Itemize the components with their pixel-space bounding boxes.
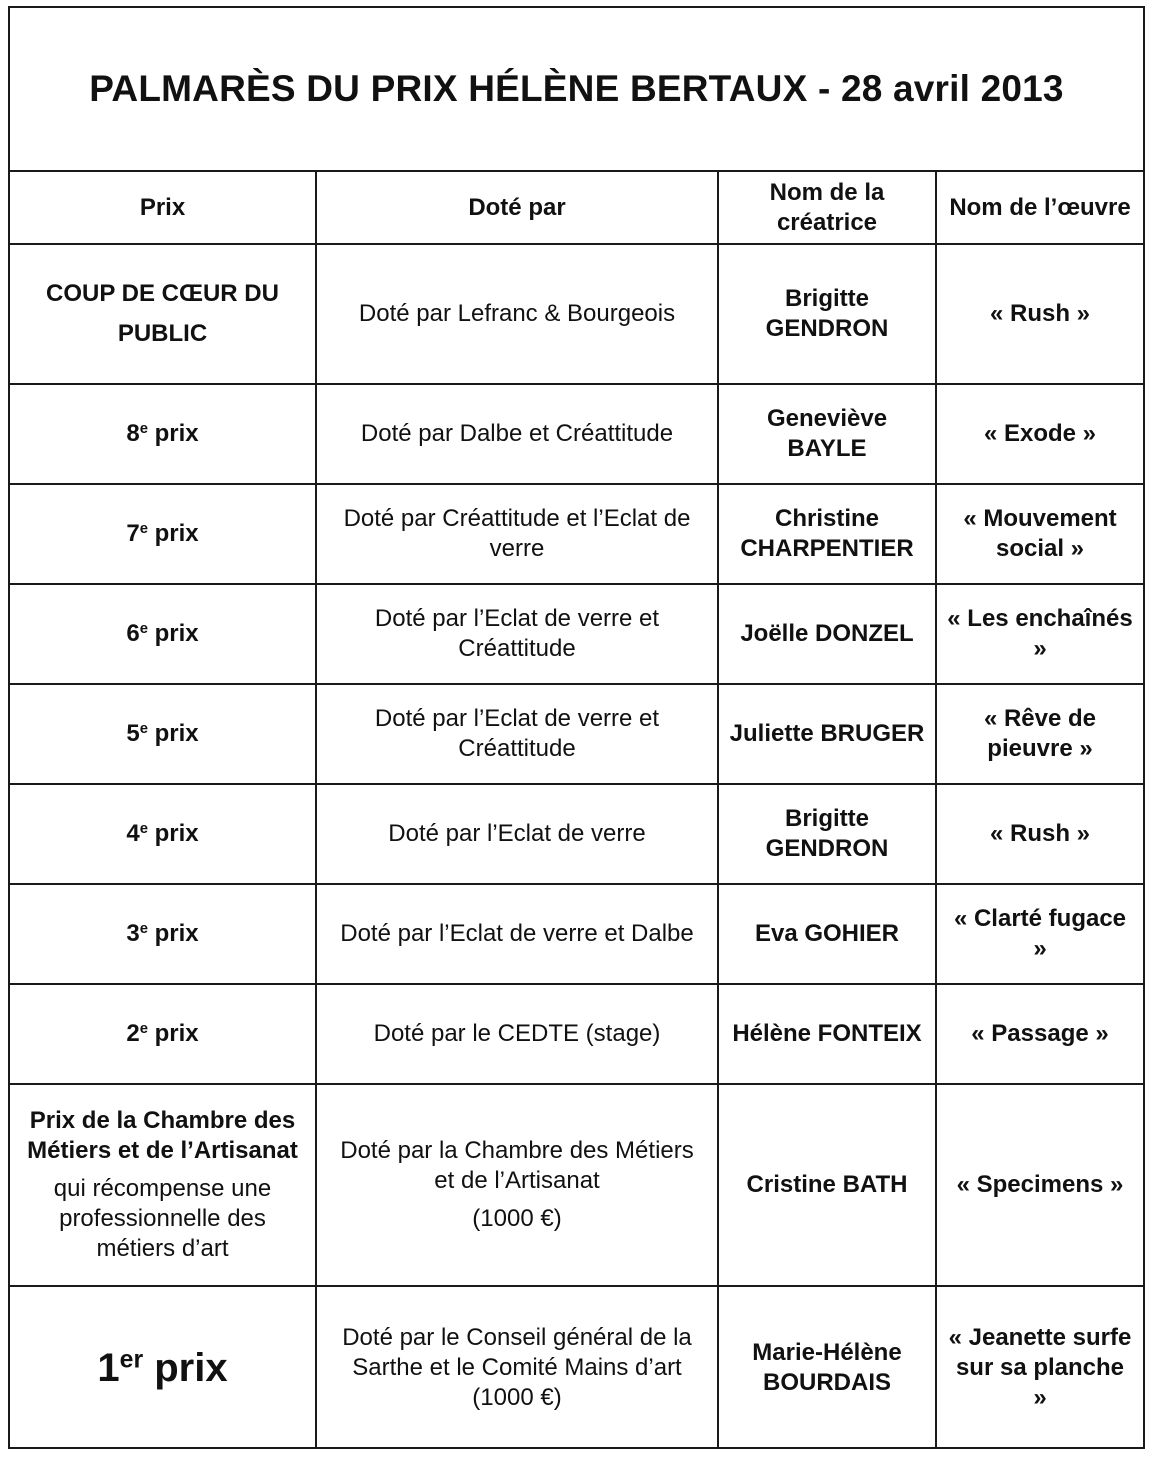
table-row: [10, 1286, 1143, 1449]
prix-number: 4: [126, 820, 140, 847]
oeuvre-cell: « Exode »: [936, 384, 1143, 484]
prix-number: 8: [126, 420, 140, 447]
prix-ordinal: e: [139, 720, 148, 737]
prix-word: prix: [154, 420, 199, 447]
table-header-row: [10, 172, 1143, 244]
header-oeuvre: Nom de l’œuvre: [936, 172, 1143, 244]
creatrice-cell: Brigitte GENDRON: [718, 244, 936, 384]
oeuvre-cell: « Clarté fugace »: [936, 884, 1143, 984]
creatrice-cell: Juliette BRUGER: [718, 684, 936, 784]
page-title: PALMARÈS DU PRIX HÉLÈNE BERTAUX - 28 avril 2013: [10, 8, 1143, 172]
prix-ordinal: er: [119, 1346, 144, 1374]
dote-cell: Doté par l’Eclat de verre et Créattitude: [316, 684, 718, 784]
prix-number: 7: [126, 520, 140, 547]
oeuvre-cell: « Rush »: [936, 784, 1143, 884]
creatrice-cell: Eva GOHIER: [718, 884, 936, 984]
oeuvre-cell: « Specimens »: [936, 1084, 1143, 1286]
creatrice-cell: Marie-Hélène BOURDAIS: [718, 1286, 936, 1449]
table-row: [10, 784, 1143, 884]
oeuvre-cell: « Jeanette surfe sur sa planche »: [936, 1286, 1143, 1449]
prix-ordinal: e: [139, 920, 148, 937]
table-row: [10, 484, 1143, 584]
prix-cell: [10, 1084, 316, 1286]
prix-ordinal: e: [139, 620, 148, 637]
table-row: [10, 384, 1143, 484]
oeuvre-cell: « Mouvement social »: [936, 484, 1143, 584]
prix-number: 3: [126, 920, 140, 947]
prix-word: prix: [154, 520, 199, 547]
dote-cell: Doté par le Conseil général de la Sarthe et le Comité Mains d’art (1000 €): [316, 1286, 718, 1449]
prix-cell: [10, 784, 316, 884]
header-dote-par: Doté par: [316, 172, 718, 244]
prix-ordinal: e: [139, 820, 148, 837]
table-row: [10, 1084, 1143, 1286]
prix-cell: COUP DE CŒUR DU PUBLIC: [10, 244, 316, 384]
oeuvre-cell: « Les enchaînés »: [936, 584, 1143, 684]
prix-cell: [10, 684, 316, 784]
prix-word: prix: [154, 1020, 199, 1047]
table-row: [10, 584, 1143, 684]
table-row: [10, 884, 1143, 984]
table-row: [10, 984, 1143, 1084]
prix-cell: [10, 584, 316, 684]
dote-cell: Doté par Créattitude et l’Eclat de verre: [316, 484, 718, 584]
dote-text: Doté par la Chambre des Métiers et de l’Artisanat: [340, 1137, 694, 1194]
prix-word: prix: [154, 720, 199, 747]
prix-ordinal: e: [139, 520, 148, 537]
prix-ordinal: e: [139, 420, 148, 437]
prix-word: prix: [154, 620, 199, 647]
prix-description: qui récompense une professionnelle des métiers d’art: [53, 1175, 272, 1262]
prix-word: prix: [154, 920, 199, 947]
creatrice-cell: Hélène FONTEIX: [718, 984, 936, 1084]
prix-title: Prix de la Chambre des Métiers et de l’Artisanat: [27, 1107, 298, 1164]
dote-cell: Doté par l’Eclat de verre et Créattitude: [316, 584, 718, 684]
dote-amount: (1000 €): [472, 1205, 562, 1232]
creatrice-cell: Geneviève BAYLE: [718, 384, 936, 484]
prix-number: 5: [126, 720, 140, 747]
prix-number: 2: [126, 1020, 140, 1047]
prix-word: prix: [154, 1346, 228, 1390]
creatrice-cell: Christine CHARPENTIER: [718, 484, 936, 584]
prix-ordinal: e: [139, 1020, 148, 1037]
dote-cell: Doté par Lefranc & Bourgeois: [316, 244, 718, 384]
creatrice-cell: Joëlle DONZEL: [718, 584, 936, 684]
creatrice-cell: Cristine BATH: [718, 1084, 936, 1286]
header-prix: Prix: [10, 172, 316, 244]
prix-cell: [10, 484, 316, 584]
dote-cell: Doté par le CEDTE (stage): [316, 984, 718, 1084]
table-row: [10, 684, 1143, 784]
prix-cell: [10, 1286, 316, 1449]
prix-cell: [10, 884, 316, 984]
dote-cell: Doté par l’Eclat de verre et Dalbe: [316, 884, 718, 984]
header-creatrice: Nom de la créatrice: [718, 172, 936, 244]
oeuvre-cell: « Rush »: [936, 244, 1143, 384]
dote-cell: Doté par Dalbe et Créattitude: [316, 384, 718, 484]
dote-cell: [316, 1084, 718, 1286]
oeuvre-cell: « Rêve de pieuvre »: [936, 684, 1143, 784]
prix-cell: [10, 984, 316, 1084]
table-row: [10, 244, 1143, 384]
prix-cell: [10, 384, 316, 484]
dote-cell: Doté par l’Eclat de verre: [316, 784, 718, 884]
creatrice-cell: Brigitte GENDRON: [718, 784, 936, 884]
palmares-document: [8, 6, 1145, 1449]
prix-word: prix: [154, 820, 199, 847]
oeuvre-cell: « Passage »: [936, 984, 1143, 1084]
prix-number: 1: [97, 1346, 120, 1390]
palmares-table: [10, 172, 1143, 1449]
prix-number: 6: [126, 620, 140, 647]
